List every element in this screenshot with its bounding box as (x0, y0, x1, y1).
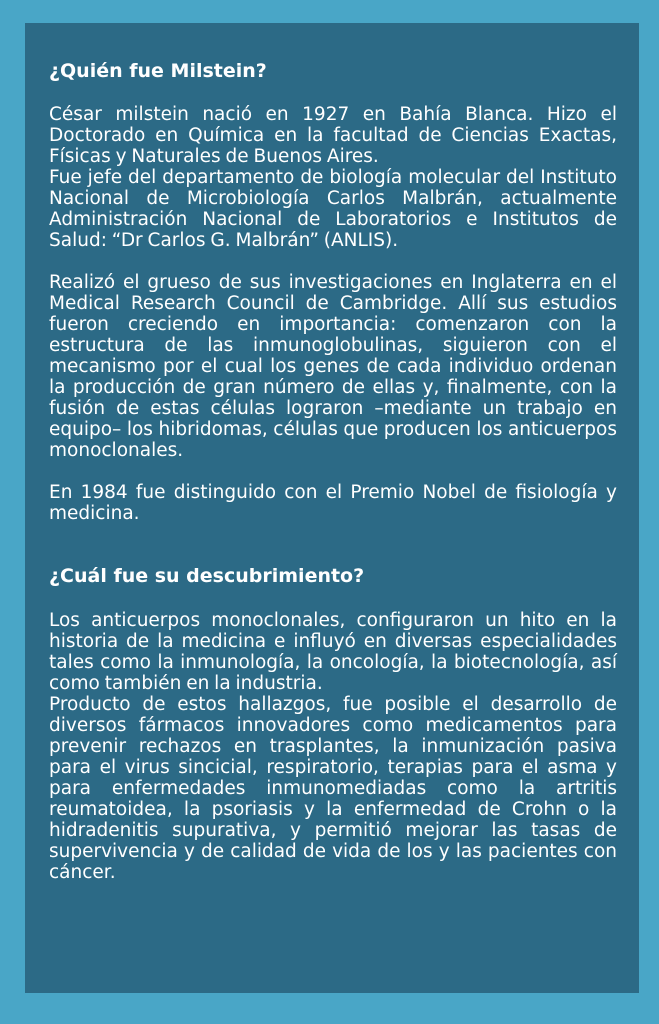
paragraph-birth-education: César milstein nació en 1927 en Bahía Blanca. Hizo el Doctorado en Química en la facultad de Ciencias Exactas, Físicas y Naturales de Buenos Aires. (49, 104, 617, 167)
paragraph-drug-development: Producto de estos hallazgos, fue posible el desarrollo de diversos fármacos innovadores como medicamentos para prevenir rechazos en trasplantes, la inmunización pasiva para el virus sincicial, respiratorio, terapias para el asma y para enfermedades inmunomediadas como la artritis reumatoidea, la psoriasis y la enfermedad de Crohn o la hidradenitis supurativa, y permitió mejorar las tasas de supervivencia y de calidad de vida de los y las pacientes con cáncer. (49, 694, 617, 883)
section-title-milstein: ¿Quién fue Milstein? (49, 60, 267, 82)
paragraph-anlis-role: Fue jefe del departamento de biología molecular del Instituto Nacional de Microbiología Carlos Malbrán, actualmente Administración Nacional de Laboratorios e Institutos de Salud: “Dr Carlos G. Malbrán” (ANLIS). (49, 167, 617, 251)
paragraph-nobel: En 1984 fue distinguido con el Premio Nobel de fisiología y medicina. (49, 482, 617, 524)
info-panel (25, 23, 639, 993)
paragraph-monoclonal-antibodies: Los anticuerpos monoclonales, configuraron un hito en la historia de la medicina e influyó en diversas especialidades tales como la inmunología, la oncología, la biotecnología, así como también en la industria. (49, 610, 617, 694)
paragraph-research: Realizó el grueso de sus investigaciones en Inglaterra en el Medical Research Council de Cambridge. Allí sus estudios fueron creciendo en importancia: comenzaron con la estructura de las inmunoglobulinas, siguieron con el mecanismo por el cual los genes de cada individuo ordenan la producción de gran número de ellas y, finalmente, con la fusión de estas células lograron –mediante un trabajo en equipo– los hibridomas, células que producen los anticuerpos monoclonales. (49, 272, 617, 461)
section-title-discovery: ¿Cuál fue su descubrimiento? (49, 565, 365, 587)
